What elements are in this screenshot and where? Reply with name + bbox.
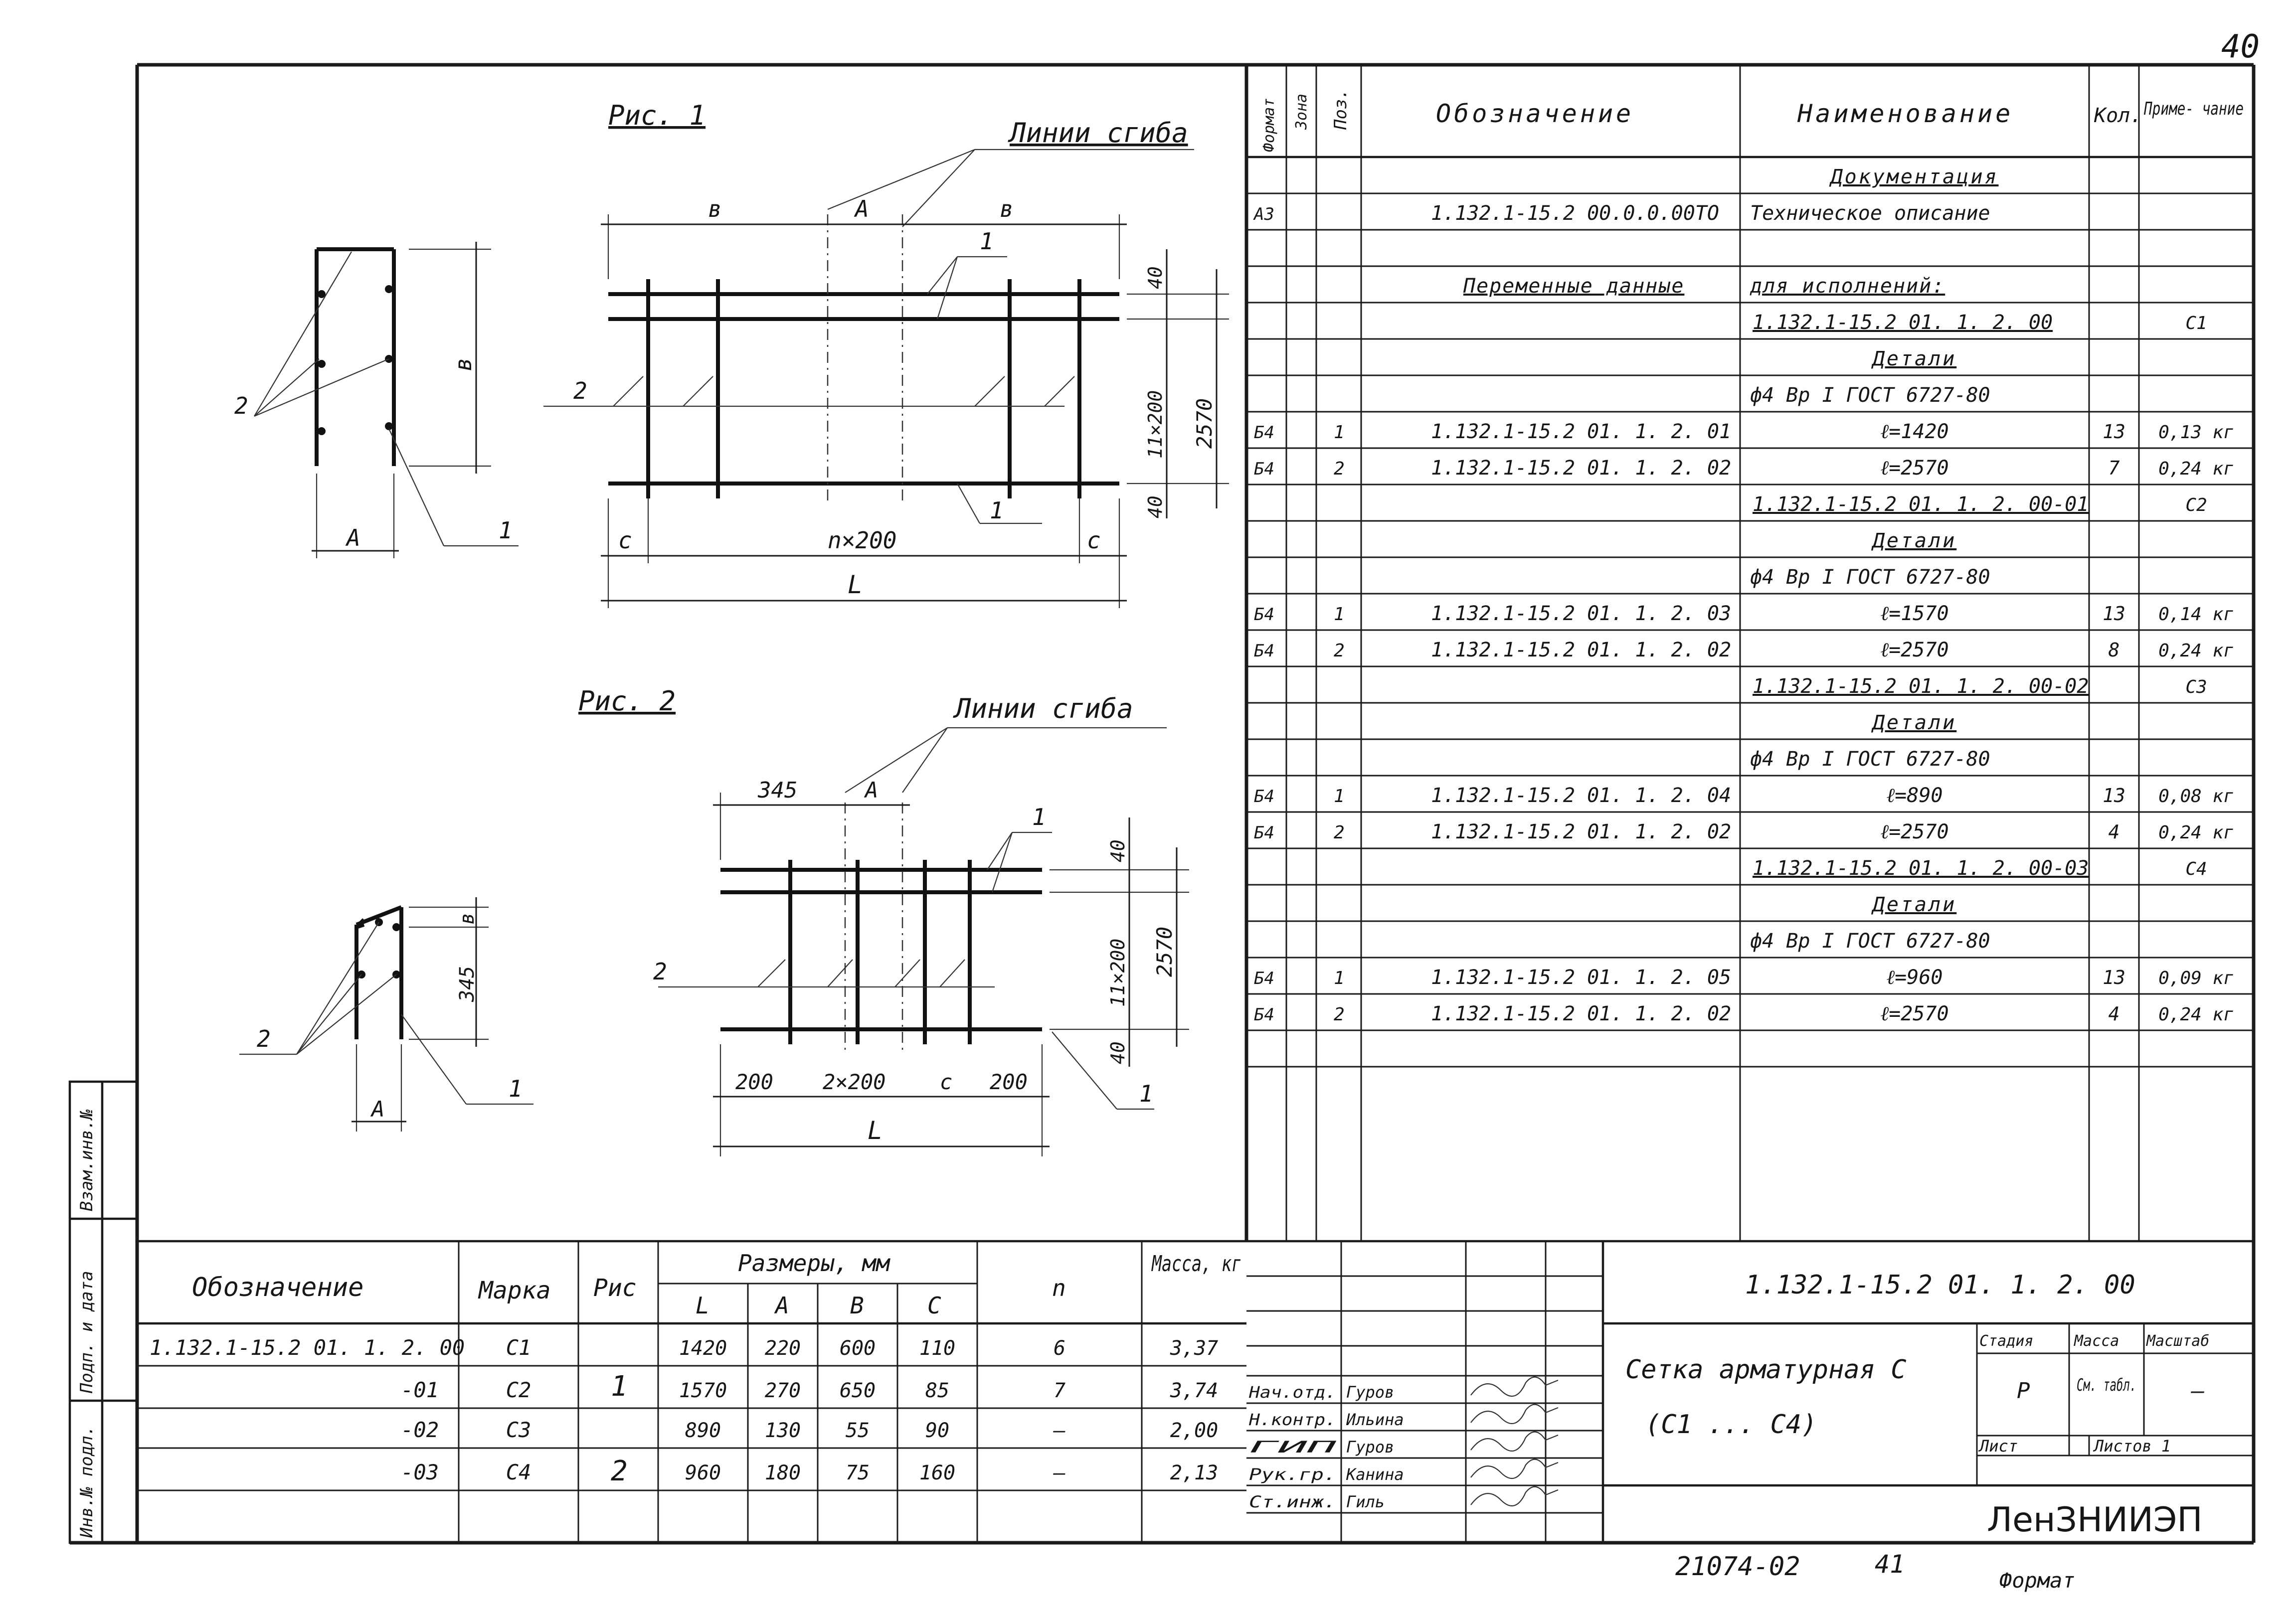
size-header-B: В bbox=[850, 1292, 864, 1319]
spec-cell-qty: 4 bbox=[2108, 821, 2120, 843]
signer-role: Рук.гр. bbox=[1249, 1465, 1336, 1484]
size-cell-n: 6 bbox=[1053, 1337, 1066, 1360]
fig2-dim-200-left: 200 bbox=[735, 1070, 773, 1094]
spec-cell-format: Б4 bbox=[1254, 459, 1274, 479]
size-table-row bbox=[150, 1335, 1218, 1360]
size-cell-designation: -02 bbox=[401, 1418, 439, 1442]
size-cell-mark: С3 bbox=[506, 1418, 531, 1442]
spec-row bbox=[1871, 529, 1957, 552]
fig2-dim-L: L bbox=[868, 1116, 883, 1145]
spec-header-designation: Обозначение bbox=[1436, 99, 1634, 128]
footer-format-label: Формат bbox=[1999, 1568, 2075, 1593]
spec-cell-pos: 2 bbox=[1334, 641, 1345, 661]
spec-cell-name: ф4 Вр I ГОСТ 6727-80 bbox=[1750, 930, 1990, 953]
spec-row bbox=[1750, 748, 1990, 771]
spec-cell-designation: Переменные данные bbox=[1463, 275, 1685, 298]
size-cell-B: 600 bbox=[839, 1337, 876, 1360]
size-fig-group-2: 2 bbox=[611, 1455, 628, 1487]
spec-cell-name: 1.132.1-15.2 01. 1. 2. 00 bbox=[1753, 311, 2053, 334]
size-cell-L: 1420 bbox=[679, 1337, 727, 1360]
title-mass-value: См. табл. bbox=[2077, 1375, 2136, 1395]
fig2-dim-c: с bbox=[940, 1070, 953, 1094]
spec-cell-name: ℓ=2570 bbox=[1880, 639, 1949, 661]
size-fig-group-1: 1 bbox=[611, 1370, 628, 1403]
fig2-dim-40-bot: 40 bbox=[1107, 1041, 1129, 1064]
size-header-sizes: Размеры, мм bbox=[738, 1250, 890, 1277]
spec-cell-name: Детали bbox=[1872, 893, 1957, 916]
spec-cell-name: 1.132.1-15.2 01. 1. 2. 00-03 bbox=[1753, 857, 2089, 880]
fig1-bend-label: Линии сгиба bbox=[1010, 117, 1188, 149]
spec-cell-name: ℓ=1570 bbox=[1880, 602, 1949, 625]
spec-cell-note: 0,24 кг bbox=[2158, 459, 2234, 479]
spec-row bbox=[1750, 566, 1990, 589]
spec-cell-name: ℓ=2570 bbox=[1880, 457, 1949, 480]
spec-cell-note: 0,09 кг bbox=[2158, 968, 2234, 988]
size-cell-A: 220 bbox=[764, 1337, 801, 1360]
spec-cell-name: 1.132.1-15.2 01. 1. 2. 00-02 bbox=[1753, 675, 2089, 698]
spec-cell-format: Б4 bbox=[1254, 605, 1274, 625]
fig2-dim-345: 345 bbox=[758, 778, 798, 803]
size-header-n: n bbox=[1052, 1275, 1066, 1301]
signer-name: Ильина bbox=[1346, 1410, 1404, 1429]
spec-cell-note: 0,13 кг bbox=[2158, 422, 2234, 443]
fig2-side-b: в bbox=[456, 912, 479, 925]
size-cell-C: 90 bbox=[925, 1419, 950, 1442]
size-cell-L: 1570 bbox=[679, 1379, 727, 1402]
spec-cell-note: 0,24 кг bbox=[2158, 822, 2234, 843]
spec-cell-note: С4 bbox=[2185, 859, 2207, 879]
fig2-dim-2x200: 2×200 bbox=[823, 1070, 886, 1094]
size-cell-n: — bbox=[1053, 1461, 1066, 1484]
title-doc-code: 1.132.1-15.2 01. 1. 2. 00 bbox=[1745, 1270, 2135, 1300]
title-stage-value: Р bbox=[2017, 1378, 2030, 1404]
spec-cell-note: С2 bbox=[2185, 495, 2207, 515]
spec-cell-qty: 4 bbox=[2108, 1003, 2120, 1025]
fig1-dim-b-left: в bbox=[708, 195, 722, 222]
title-line-2: (С1 ... С4) bbox=[1645, 1410, 1817, 1440]
spec-cell-note: 0,24 кг bbox=[2158, 1004, 2234, 1025]
size-cell-B: 75 bbox=[845, 1461, 870, 1484]
title-line-1: Сетка арматурная С bbox=[1625, 1355, 1907, 1385]
size-header-L: L bbox=[696, 1292, 709, 1319]
title-stage-label: Стадия bbox=[1979, 1332, 2034, 1350]
fig1-callout-p2: 2 bbox=[573, 377, 587, 404]
spec-cell-format: Б4 bbox=[1254, 823, 1274, 843]
fig2-side-345: 345 bbox=[456, 966, 479, 1002]
fig1-dim-40-bot: 40 bbox=[1144, 495, 1166, 518]
spec-row bbox=[1871, 711, 1957, 734]
fig2-dim-200-right: 200 bbox=[990, 1070, 1028, 1094]
size-cell-mark: С4 bbox=[506, 1460, 531, 1484]
spec-cell-designation: 1.132.1-15.2 01. 1. 2. 02 bbox=[1431, 1002, 1732, 1025]
spec-cell-pos: 1 bbox=[1334, 968, 1345, 988]
spec-cell-designation: 1.132.1-15.2 01. 1. 2. 02 bbox=[1431, 457, 1732, 480]
spec-header-pos: Поз. bbox=[1331, 89, 1351, 130]
spec-cell-name: ℓ=2570 bbox=[1880, 1002, 1949, 1025]
size-cell-B: 55 bbox=[845, 1419, 870, 1442]
spec-cell-pos: 2 bbox=[1334, 459, 1345, 479]
signer-role: Нач.отд. bbox=[1248, 1383, 1336, 1402]
size-cell-B: 650 bbox=[839, 1379, 876, 1402]
fig1-side-p1: 1 bbox=[499, 517, 513, 544]
spec-header-name: Наименование bbox=[1797, 99, 2014, 128]
title-sheets-label: Листов 1 bbox=[2094, 1437, 2171, 1456]
fig1-dim-40-top: 40 bbox=[1144, 266, 1166, 289]
spec-cell-name: 1.132.1-15.2 01. 1. 2. 00-01 bbox=[1753, 493, 2089, 516]
size-cell-n: — bbox=[1053, 1419, 1066, 1442]
spec-cell-name: Техническое описание bbox=[1750, 202, 1990, 225]
fig1-title: Рис. 1 bbox=[608, 100, 706, 131]
fig2-dim-11x200: 11×200 bbox=[1107, 938, 1129, 1007]
footer-archive-no: 21074-02 bbox=[1675, 1552, 1800, 1582]
title-mass-label: Масса bbox=[2074, 1332, 2119, 1350]
spec-cell-note: С3 bbox=[2185, 677, 2207, 697]
fig1-dim-c-right: с bbox=[1087, 527, 1101, 554]
size-cell-n: 7 bbox=[1053, 1379, 1066, 1402]
size-cell-C: 160 bbox=[919, 1461, 956, 1484]
fig1-dim-L: L bbox=[848, 570, 863, 599]
spec-cell-name: Детали bbox=[1872, 529, 1957, 552]
size-header-fig: Рис bbox=[593, 1274, 637, 1302]
spec-header-note: Приме- чание bbox=[2143, 99, 2244, 119]
spec-cell-qty: 8 bbox=[2108, 639, 2120, 661]
signer-name: Канина bbox=[1346, 1465, 1404, 1484]
spec-row bbox=[1829, 165, 1999, 188]
spec-row bbox=[1750, 384, 1990, 407]
spec-row bbox=[1750, 930, 1990, 953]
footer-sheet-no: 41 bbox=[1875, 1550, 1905, 1579]
signer-role: ГИП bbox=[1249, 1438, 1338, 1457]
size-cell-C: 85 bbox=[925, 1379, 950, 1402]
spec-cell-name: ℓ=2570 bbox=[1880, 820, 1949, 843]
spec-cell-name: ℓ=890 bbox=[1886, 784, 1943, 807]
spec-header-zone: Зона bbox=[1293, 93, 1310, 130]
size-cell-C: 110 bbox=[919, 1337, 956, 1360]
fig1-dim-a: А bbox=[855, 195, 869, 222]
size-cell-mark: С1 bbox=[506, 1335, 531, 1360]
size-cell-A: 180 bbox=[764, 1461, 801, 1484]
fig2-callout-p1-bot: 1 bbox=[1139, 1080, 1153, 1107]
fig2-dim-a: А bbox=[865, 778, 879, 803]
size-cell-mass: 3,37 bbox=[1170, 1337, 1219, 1360]
stamp-inv-podl: Инв.№ подл. bbox=[77, 1425, 97, 1538]
spec-cell-name: Документация bbox=[1830, 165, 1999, 188]
size-header-mass: Масса, кг bbox=[1151, 1251, 1241, 1277]
fig2-callout-p2: 2 bbox=[653, 958, 667, 985]
stamp-podp-data: Подп. и дата bbox=[77, 1271, 97, 1393]
spec-cell-designation: 1.132.1-15.2 01. 1. 2. 01 bbox=[1431, 420, 1732, 443]
page-number: 40 bbox=[2221, 28, 2260, 65]
fig2-dim-40-top: 40 bbox=[1107, 839, 1129, 862]
spec-cell-qty: 13 bbox=[2103, 967, 2125, 988]
fig1-dim-b-right: в bbox=[1000, 195, 1014, 222]
title-sheet-label: Лист bbox=[1979, 1437, 2018, 1456]
spec-cell-qty: 13 bbox=[2103, 785, 2125, 807]
fig2-title: Рис. 2 bbox=[578, 685, 676, 717]
spec-cell-name: Детали bbox=[1872, 347, 1957, 370]
spec-cell-name: ф4 Вр I ГОСТ 6727-80 bbox=[1750, 748, 1990, 771]
spec-cell-name: ℓ=960 bbox=[1886, 966, 1943, 989]
spec-cell-designation: 1.132.1-15.2 01. 1. 2. 05 bbox=[1431, 966, 1732, 989]
size-cell-mark: С2 bbox=[506, 1378, 531, 1402]
size-cell-L: 890 bbox=[685, 1419, 721, 1442]
fig1-dim-n200: n×200 bbox=[828, 527, 897, 554]
spec-cell-designation: 1.132.1-15.2 01. 1. 2. 03 bbox=[1431, 602, 1732, 625]
fig1-callout-p1-bot: 1 bbox=[990, 497, 1004, 524]
spec-cell-designation: 1.132.1-15.2 01. 1. 2. 02 bbox=[1431, 820, 1732, 843]
fig1-dim-2570: 2570 bbox=[1192, 398, 1217, 449]
spec-cell-format: А3 bbox=[1254, 204, 1274, 224]
size-header-designation: Обозначение bbox=[192, 1273, 364, 1302]
size-cell-mass: 2,00 bbox=[1170, 1419, 1219, 1442]
size-header-C: С bbox=[927, 1292, 941, 1319]
size-header-A: А bbox=[775, 1292, 789, 1319]
spec-row bbox=[1871, 893, 1957, 916]
size-cell-mass: 3,74 bbox=[1170, 1379, 1219, 1402]
size-cell-mass: 2,13 bbox=[1170, 1461, 1219, 1484]
spec-cell-note: 0,14 кг bbox=[2158, 604, 2234, 625]
size-cell-A: 270 bbox=[764, 1379, 801, 1402]
spec-cell-qty: 13 bbox=[2103, 603, 2125, 625]
fig2-dim-2570: 2570 bbox=[1152, 926, 1177, 977]
size-cell-designation: 1.132.1-15.2 01. 1. 2. 00 bbox=[150, 1335, 465, 1360]
spec-row bbox=[1871, 347, 1957, 370]
spec-cell-format: Б4 bbox=[1254, 969, 1274, 988]
size-cell-designation: -01 bbox=[401, 1378, 439, 1402]
fig1-side-a: А bbox=[347, 524, 360, 551]
fig1-callout-p1-top: 1 bbox=[980, 228, 994, 255]
spec-header-format: Формат bbox=[1260, 98, 1278, 152]
spec-cell-note: 0,08 кг bbox=[2158, 786, 2234, 807]
title-scale-value: — bbox=[2191, 1378, 2205, 1404]
spec-cell-note: С1 bbox=[2185, 313, 2207, 333]
size-cell-designation: -03 bbox=[401, 1460, 439, 1484]
spec-cell-qty: 7 bbox=[2108, 457, 2120, 479]
spec-cell-pos: 2 bbox=[1334, 822, 1345, 843]
spec-cell-name: ф4 Вр I ГОСТ 6727-80 bbox=[1750, 566, 1990, 589]
spec-cell-name: для исполнений: bbox=[1750, 275, 1945, 298]
fig1-side-b: в bbox=[450, 357, 477, 371]
spec-cell-format: Б4 bbox=[1254, 787, 1274, 807]
fig2-side-p1: 1 bbox=[509, 1075, 523, 1102]
spec-cell-designation: 1.132.1-15.2 00.0.0.00ТО bbox=[1431, 202, 1719, 225]
spec-cell-note: 0,24 кг bbox=[2158, 641, 2234, 661]
fig2-side-p2: 2 bbox=[257, 1025, 271, 1052]
spec-cell-name: ℓ=1420 bbox=[1880, 420, 1949, 443]
spec-cell-qty: 13 bbox=[2103, 421, 2125, 443]
size-header-mark: Марка bbox=[479, 1277, 551, 1304]
fig2-callout-p1-top: 1 bbox=[1032, 804, 1046, 830]
spec-cell-format: Б4 bbox=[1254, 423, 1274, 443]
spec-cell-designation: 1.132.1-15.2 01. 1. 2. 02 bbox=[1431, 639, 1732, 661]
signer-role: Н.контр. bbox=[1248, 1410, 1336, 1429]
title-scale-label: Масштаб bbox=[2146, 1332, 2210, 1350]
spec-cell-name: ф4 Вр I ГОСТ 6727-80 bbox=[1750, 384, 1990, 407]
size-cell-L: 960 bbox=[685, 1461, 721, 1484]
fig2-side-a: А bbox=[371, 1097, 385, 1122]
spec-cell-name: Детали bbox=[1872, 711, 1957, 734]
size-cell-A: 130 bbox=[764, 1419, 801, 1442]
spec-cell-pos: 1 bbox=[1334, 786, 1345, 807]
fig1-side-p2: 2 bbox=[234, 392, 248, 419]
signer-name: Гиль bbox=[1346, 1492, 1385, 1511]
signer-name: Гуров bbox=[1346, 1438, 1395, 1457]
spec-cell-format: Б4 bbox=[1254, 641, 1274, 661]
signer-name: Гуров bbox=[1346, 1383, 1395, 1402]
fig1-dim-c-left: с bbox=[618, 527, 632, 554]
spec-cell-designation: 1.132.1-15.2 01. 1. 2. 04 bbox=[1431, 784, 1732, 807]
spec-cell-pos: 1 bbox=[1334, 422, 1345, 443]
fig1-dim-11x200: 11×200 bbox=[1144, 390, 1166, 459]
stamp-vzam-inv: Взам.инв.№ bbox=[77, 1109, 97, 1211]
fig2-bend-label: Линии сгиба bbox=[955, 693, 1133, 724]
spec-cell-format: Б4 bbox=[1254, 1005, 1274, 1025]
spec-cell-pos: 2 bbox=[1334, 1004, 1345, 1025]
signer-role: Ст.инж. bbox=[1249, 1492, 1336, 1511]
spec-header-qty: Кол. bbox=[2094, 104, 2142, 127]
title-org: ЛенЗНИИЭП bbox=[1987, 1500, 2203, 1540]
spec-cell-pos: 1 bbox=[1334, 604, 1345, 625]
